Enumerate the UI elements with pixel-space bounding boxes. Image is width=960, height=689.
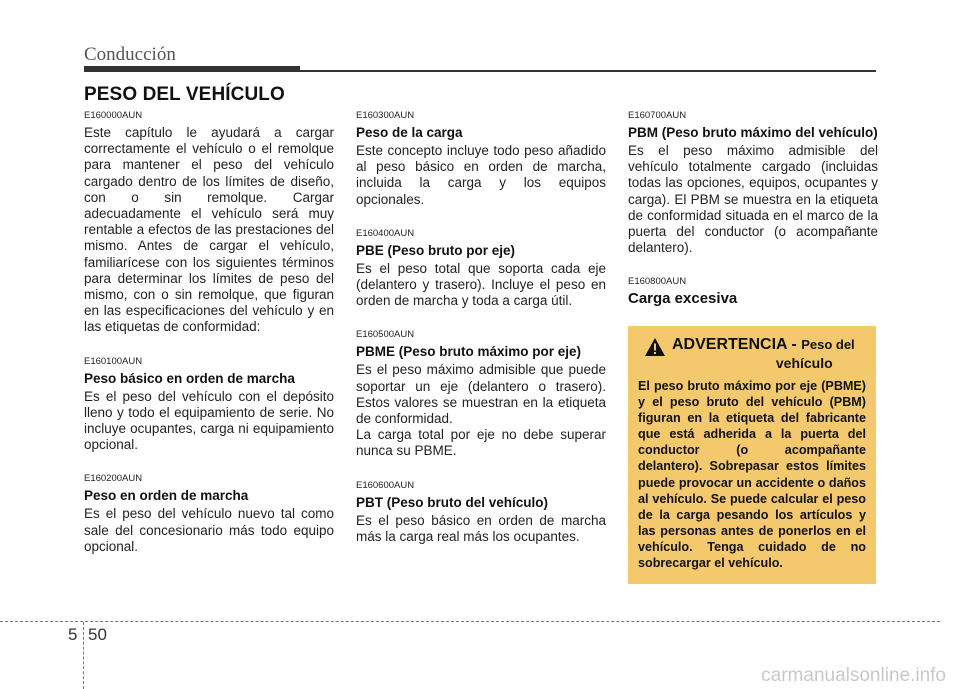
section-title: PESO DEL VEHÍCULO [84,84,285,105]
subheading: PBT (Peso bruto del vehículo) [356,494,549,510]
section-code: E160500AUN [356,329,415,341]
section-code: E160600AUN [356,479,415,491]
warning-subtitle-2: vehículo [775,355,833,371]
paragraph: Es el peso del vehículo nuevo tal como sale del concesionario más todo equipo opcional. [84,506,334,554]
paragraph: Es el peso máximo admisible que puede soportar un eje (delantero o trasero). Estos valores se muestran en la etiqueta de conformidad. [356,362,606,427]
section-code: E160300AUN [356,110,415,121]
chapter-title: Conducción [84,44,176,65]
page-number: 50 [88,625,107,644]
paragraph: Es el peso del vehículo con el depósito lleno y todo el equipamiento de serie. No incluye ocupantes, carga ni equipamiento opcional. [84,388,334,453]
paragraph: Es el peso básico en orden de marcha más la carga real más los ocupantes. [356,512,606,544]
warning-body: El peso bruto máximo por eje (PBME) y el peso bruto del vehículo (PBM) figuran en la etiqueta del fabricante que está adherida a la puerta del conductor (o acompañante delantero). Sobrepasar estos límites puede provocar un accidente o daños al vehículo. Se puede calcular el peso de la carga pesando los artículos y las personas antes de ponerlos en el vehículo. Tenga cuidado de no sobrecargar el vehículo. [638,379,866,571]
section-code: E160800AUN [628,276,687,288]
section-code: E160100AUN [84,355,143,367]
footer-divider [83,622,84,689]
paragraph: Es el peso máximo admisible del vehículo totalmente cargado (incluidas todas las opciones, equipos, ocupantes y carga). El PBM se muestra en la etiqueta de conformidad situada en el marco de la puerta del conductor (o acompañante delantero). [628,143,878,256]
column-2 [356,110,606,545]
subheading: Peso básico en orden de marcha [84,370,295,386]
subheading: PBME (Peso bruto máximo por eje) [356,344,582,360]
warning-label: ADVERTENCIA - [672,336,797,353]
paragraph: Es el peso total que soporta cada eje (delantero y trasero). Incluye el peso en orden de marcha y toda a carga útil. [356,260,606,309]
paragraph: La carga total por eje no debe superar nunca su PBME. [356,427,606,459]
warning-title [672,336,855,372]
header-rule [300,70,876,72]
chapter-number: 5 [68,625,78,644]
paragraph: Este concepto incluye todo peso añadido al peso básico en orden de marcha, incluida la carga y los equipos opcionales. [356,143,606,207]
column-1 [84,110,334,555]
section-code: E160000AUN [84,110,143,121]
warning-box [628,326,876,584]
section-code: E160400AUN [356,227,415,239]
warning-header [638,336,866,372]
subheading: Peso en orden de marcha [84,488,249,504]
warning-subtitle: Peso del [801,337,855,352]
subheading: Carga excesiva [628,290,738,308]
subheading: PBM (Peso bruto máximo del vehículo) [628,125,878,140]
intro-paragraph: Este capítulo le ayudará a cargar correctamente el vehículo o el remolque para mantener el peso del vehículo cargado dentro de los límites de diseño, con o sin remolque. Cargar adecuadamente el vehículo será muy rentable a efectos de las prestaciones del mismo. Antes de cargar el vehículo, familiarícese con los siguientes términos para determinar los límites de peso del mismo, con o sin remolque, que figuran en las especificaciones del vehículo y en las etiquetas de conformidad: [84,125,334,335]
column-3 [628,110,878,309]
header-bar-dark [84,66,300,72]
subheading: PBE (Peso bruto por eje) [356,242,516,258]
footer-rule [0,621,940,622]
subheading: Peso de la carga [356,125,463,140]
warning-triangle-icon [644,337,666,357]
section-code: E160700AUN [628,110,687,121]
watermark: carmanualsonline.info [761,665,946,686]
section-code: E160200AUN [84,473,143,485]
